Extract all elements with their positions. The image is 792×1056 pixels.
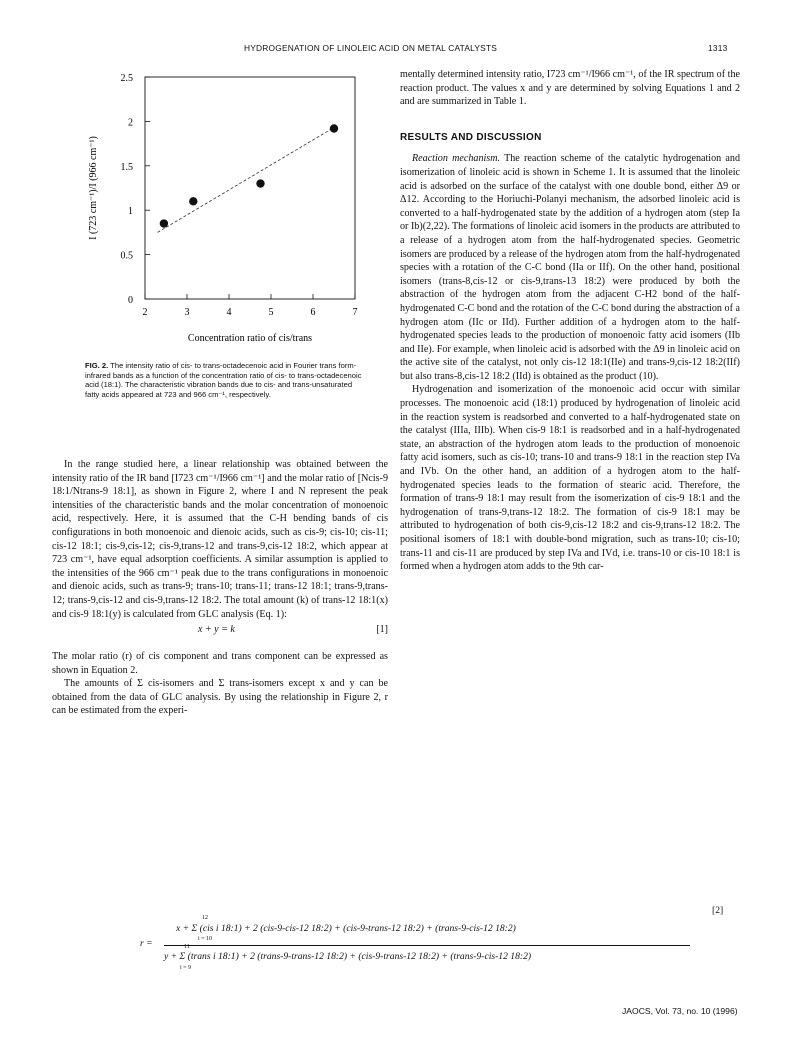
- equation-2-numerator: x + Σ (cis i 18:1) + 2 (cis-9-cis-12 18:2) + (cis-9-trans-12 18:2) + (trans-9-cis-12 18:2): [176, 923, 516, 934]
- data-point: [189, 197, 197, 205]
- x-axis-label: Concentration ratio of cis/trans: [187, 333, 313, 344]
- x-tick-label: 3: [184, 307, 190, 318]
- running-title: HYDROGENATION OF LINOLEIC ACID ON METAL CATALYSTS: [244, 43, 498, 53]
- equation-2-number: [2]: [712, 905, 724, 916]
- data-point: [256, 179, 264, 187]
- journal-footer: JAOCS, Vol. 73, no. 10 (1996): [622, 1006, 738, 1016]
- equation-2-num-sum-top: 12: [202, 915, 208, 921]
- equation-1-number: [1]: [376, 624, 388, 635]
- y-tick-label: 0.5: [120, 250, 133, 262]
- fit-line: [158, 125, 339, 232]
- left-column-lower: [52, 650, 388, 718]
- right-paragraph-0: mentally determined intensity ratio, I723 cm⁻¹/I966 cm⁻¹, of the IR spectrum of the reaction product. The values x and y are determined by solving Equations 1 and 2 and are summarized in Table 1.: [400, 69, 740, 108]
- left-paragraph-2: The molar ratio (r) of cis component and trans component can be expressed as shown in Equation 2.: [52, 651, 388, 676]
- x-tick-label: 7: [352, 307, 358, 318]
- figure-2-chart: [0, 60, 400, 360]
- section-heading: RESULTS AND DISCUSSION: [400, 131, 542, 143]
- y-tick-label: 1.5: [120, 161, 133, 173]
- right-paragraph-1: [400, 152, 740, 383]
- equation-2-den-sum-top: 11: [184, 944, 190, 950]
- figure-caption: [85, 361, 365, 399]
- data-point: [330, 124, 338, 132]
- right-paragraph-2: Hydrogenation and isomerization of the monoenoic acid occur with similar processes. The monoenoic acid (18:1) produced by hydrogenation of linoleic acid in the reaction system is readsorbed and converted to a half-hydrogenated state on the catalyst (IIIa, IIIb). When cis-9 18:1 is readsorbed and in a half-hydrogenated state, an abstraction of the hydrogen atom leads to the production of monoenoic fatty acid isomers, such as cis-10; trans-10 and trans-9 18:1 in the reaction step IVa and IVb. On the other hand, an addition of a hydrogen atom to the half-hydrogenated species leads to the formation of stearic acid. Therefore, the formation of trans-9 18:1 may result from the isomerization of cis-9 18:1 and the hydrogenation of trans-9,trans-12 18:2. The formation of cis-9 18:1 may be attributed to hydrogenation of both cis-9,cis-12 18:2 and cis-9,trans-12 18:2. The positional isomers of 18:1 with double-bond migration, such as trans-10; cis-10; trans-11 and cis-11 are produced by step IVa and IVd, i.e. trans-10 or cis-10 18:1 is formed when a hydrogen atom adds to the 9th car-: [400, 384, 740, 573]
- equation-1-body: x + y = k: [198, 624, 235, 635]
- x-tick-label: 4: [226, 307, 232, 318]
- caption-label: FIG. 2.: [85, 361, 109, 370]
- x-tick-label: 2: [142, 307, 148, 318]
- plot-frame: [145, 77, 355, 299]
- y-tick-label: 2: [128, 117, 133, 129]
- equation-2-lhs: r =: [140, 938, 153, 949]
- equation-2-denominator: y + Σ (trans i 18:1) + 2 (trans-9-trans-12 18:2) + (cis-9-trans-12 18:2) + (trans-9-cis-12 18:2): [164, 951, 532, 962]
- equation-2-num-sum-bottom: i = 10: [198, 936, 213, 942]
- left-paragraph-3: The amounts of Σ cis-isomers and Σ trans-isomers except x and y can be obtained from the data of GLC analysis. By using the relationship in Figure 2, r can be estimated from the experi-: [52, 678, 388, 717]
- y-tick-label: 0: [128, 295, 133, 306]
- data-point: [160, 219, 168, 227]
- caption-text: The intensity ratio of cis- to trans-octadecenoic acid in Fourier trans form-infrared bands as a function of the concentration ratio of cis- to trans-octadecenoic acid (18:1). The characteristic vibration bands due to cis- and trans-unsaturated fatty acids appeared at 723 and 966 cm⁻¹, respectively.: [85, 361, 362, 399]
- right-column: [400, 68, 740, 574]
- y-tick-label: 2.5: [120, 73, 133, 84]
- right-paragraph-1-text: The reaction scheme of the catalytic hydrogenation and isomerization of linoleic acid is shown in Scheme 1. It is assumed that the linoleic acid is adsorbed on the surface of the catalyst with one double bond, either Δ9 or Δ12. According to the Horiuchi-Polanyi mechanism, the adsorbed linoleic acid is converted to a half-hydrogenated state by the addition of a hydrogen atom (step Ia or Ib)(2,22). The formations of linoleic acid isomers in the products are attributed to a release of a hydrogen atom from the half-hydrogenated species. Geometric isomers are produced by a release of the hydrogen atom from the half-hydrogenated species with a rotation of the C-C bond (IIa or IIf). On the other hand, positional isomers (trans-8,cis-12 or cis-9,trans-13 18:2) were produced by both the abstraction of the hydrogen atom from the adjacent C-H2 bond of the half-hydrogenated C-C bond and the rotation of the C-C bond during the abstraction of a hydrogen atom (IIc or IId). Further addition of a hydrogen atom to the half-hydrogenated species leads to the production of monoenoic fatty acid isomers (IIb and IIe). For example, when linoleic acid is adsorbed with the Δ9 in linoleic acid on the active site of the catalyst, not only cis-12 18:1(IIe) and trans-9,cis-12 18:2(IIf) but also trans-8,cis-12 18:2 (IId) is obtained as the product (10).: [400, 153, 740, 382]
- equation-2-den-sum-bottom: i = 9: [180, 965, 192, 971]
- y-tick-label: 1: [128, 206, 133, 218]
- paragraph-lead: Reaction mechanism.: [412, 153, 501, 165]
- y-axis-label: I (723 cm⁻¹)/I (966 cm⁻¹): [88, 136, 99, 240]
- left-column-upper: [52, 458, 388, 621]
- x-tick-label: 5: [268, 307, 274, 318]
- left-paragraph-1: In the range studied here, a linear relationship was obtained between the intensity ratio of the IR band [I723 cm⁻¹/I966 cm⁻¹] and the molar ratio of [Ncis-9 18:1/Ntrans-9 18:1], as shown in Figure 2, where I and N represent the peak intensities of the characteristic bands and the molar concentration of monoenoic acid, respectively. Here, it is assumed that the C-H bending bands of cis configurations in both monoenoic and dienoic acids, such as cis-9; cis-10; cis-11; cis-12 18:1; cis-9,cis-12; cis-9,trans-12 and trans-9,cis-12 18:2, which appear at 723 cm⁻¹, have equal adsorption coefficients. A similar assumption is applied to the intensities of the 966 cm⁻¹ peak due to the trans configurations in monoenoic and dienoic acids, such as trans-9; trans-10; trans-11; trans-12 18:1; trans-9,trans-12; trans-9,cis-12 and cis-9,trans-12 18:2. The total amount (k) of trans-12 18:1(x) and cis-9 18:1(y) is calculated from GLC analysis (Eq. 1):: [52, 459, 388, 620]
- page-number: 1313: [708, 43, 728, 53]
- fraction-bar: [164, 945, 690, 946]
- x-tick-label: 6: [310, 307, 316, 318]
